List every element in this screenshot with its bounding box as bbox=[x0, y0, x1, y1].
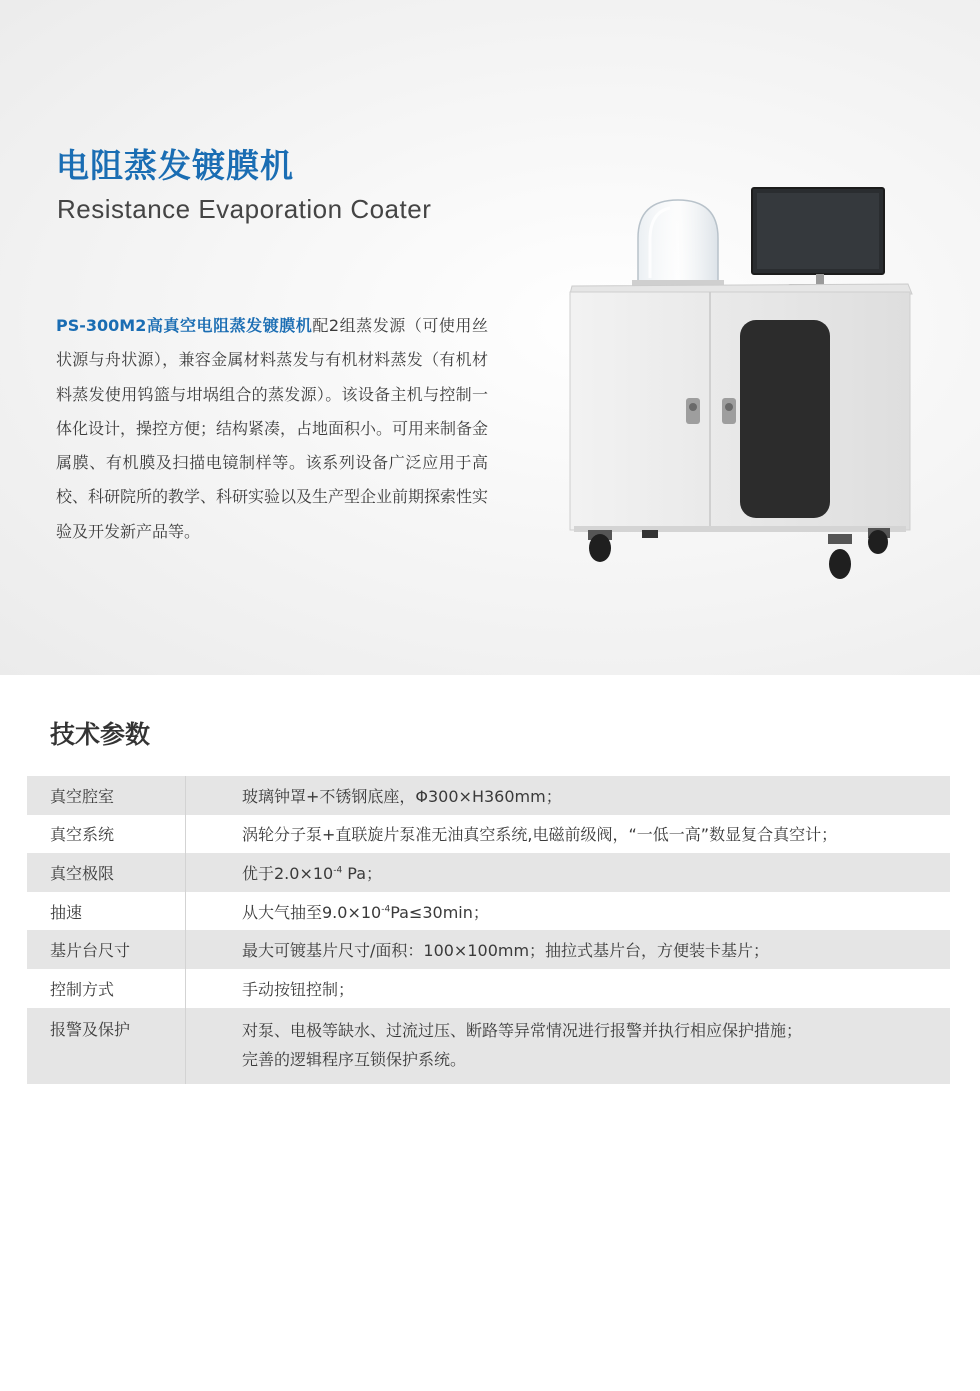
spec-value-main: 从大气抽至9.0×10 bbox=[242, 902, 382, 922]
page-subtitle-english: Resistance Evaporation Coater bbox=[57, 194, 432, 224]
spec-value-unit: Pa； bbox=[342, 863, 383, 883]
spec-key: 抽速 bbox=[27, 892, 186, 931]
table-row bbox=[27, 815, 950, 854]
spec-key: 控制方式 bbox=[27, 969, 186, 1008]
spec-value: 玻璃钟罩+不锈钢底座，Φ300×H360mm； bbox=[242, 786, 562, 806]
spec-value-line-1: 对泵、电极等缺水、过流过压、断路等异常情况进行报警并执行相应保护措施； bbox=[242, 1020, 803, 1040]
spec-value bbox=[186, 853, 951, 892]
spec-value bbox=[186, 892, 951, 931]
spec-value-unit: Pa≤30min； bbox=[390, 902, 489, 922]
spec-value bbox=[186, 1008, 951, 1084]
table-row bbox=[27, 892, 950, 931]
coater-machine-image bbox=[560, 180, 920, 600]
product-description-body: 配2组蒸发源（可使用丝状源与舟状源），兼容金属材料蒸发与有机材料蒸发（有机材料蒸发使用钨篮与坩埚组合的蒸发源）。该设备主机与控制一体化设计，操控方便；结构紧凑，占地面积小。可用来制备金属膜、有机膜及扫描电镜制样等。该系列设备广泛应用于高校、科研院所的教学、科研实验以及生产型企业前期探索性实验及开发新产品等。 bbox=[56, 316, 489, 541]
specs-section-title: 技术参数 bbox=[50, 720, 151, 749]
spec-value-exponent: -4 bbox=[381, 904, 391, 915]
table-row bbox=[27, 969, 950, 1008]
page-title: 电阻蒸发镀膜机 bbox=[56, 146, 294, 185]
table-row bbox=[27, 930, 950, 969]
specs-table bbox=[27, 776, 950, 1084]
spec-key: 真空腔室 bbox=[27, 776, 186, 815]
spec-key: 真空系统 bbox=[27, 815, 186, 854]
table-row bbox=[27, 1008, 950, 1084]
spec-key: 真空极限 bbox=[27, 853, 186, 892]
spec-value: 最大可镀基片尺寸/面积：100×100mm；抽拉式基片台，方便装卡基片； bbox=[242, 941, 770, 961]
spec-value-exponent: -4 bbox=[333, 865, 343, 876]
spec-value: 涡轮分子泵+直联旋片泵准无油真空系统,电磁前级阀，“一低一高”数显复合真空计； bbox=[242, 825, 838, 845]
spec-key: 基片台尺寸 bbox=[27, 930, 186, 969]
table-row bbox=[27, 776, 950, 815]
table-row bbox=[27, 853, 950, 892]
spec-value: 手动按钮控制； bbox=[242, 979, 355, 999]
product-description bbox=[56, 309, 488, 549]
product-model-highlight: PS-300M2高真空电阻蒸发镀膜机 bbox=[56, 316, 313, 335]
spec-value-main: 优于2.0×10 bbox=[242, 863, 334, 883]
spec-value-line-2: 完善的逻辑程序互锁保护系统。 bbox=[242, 1049, 467, 1069]
spec-key: 报警及保护 bbox=[27, 1008, 186, 1084]
